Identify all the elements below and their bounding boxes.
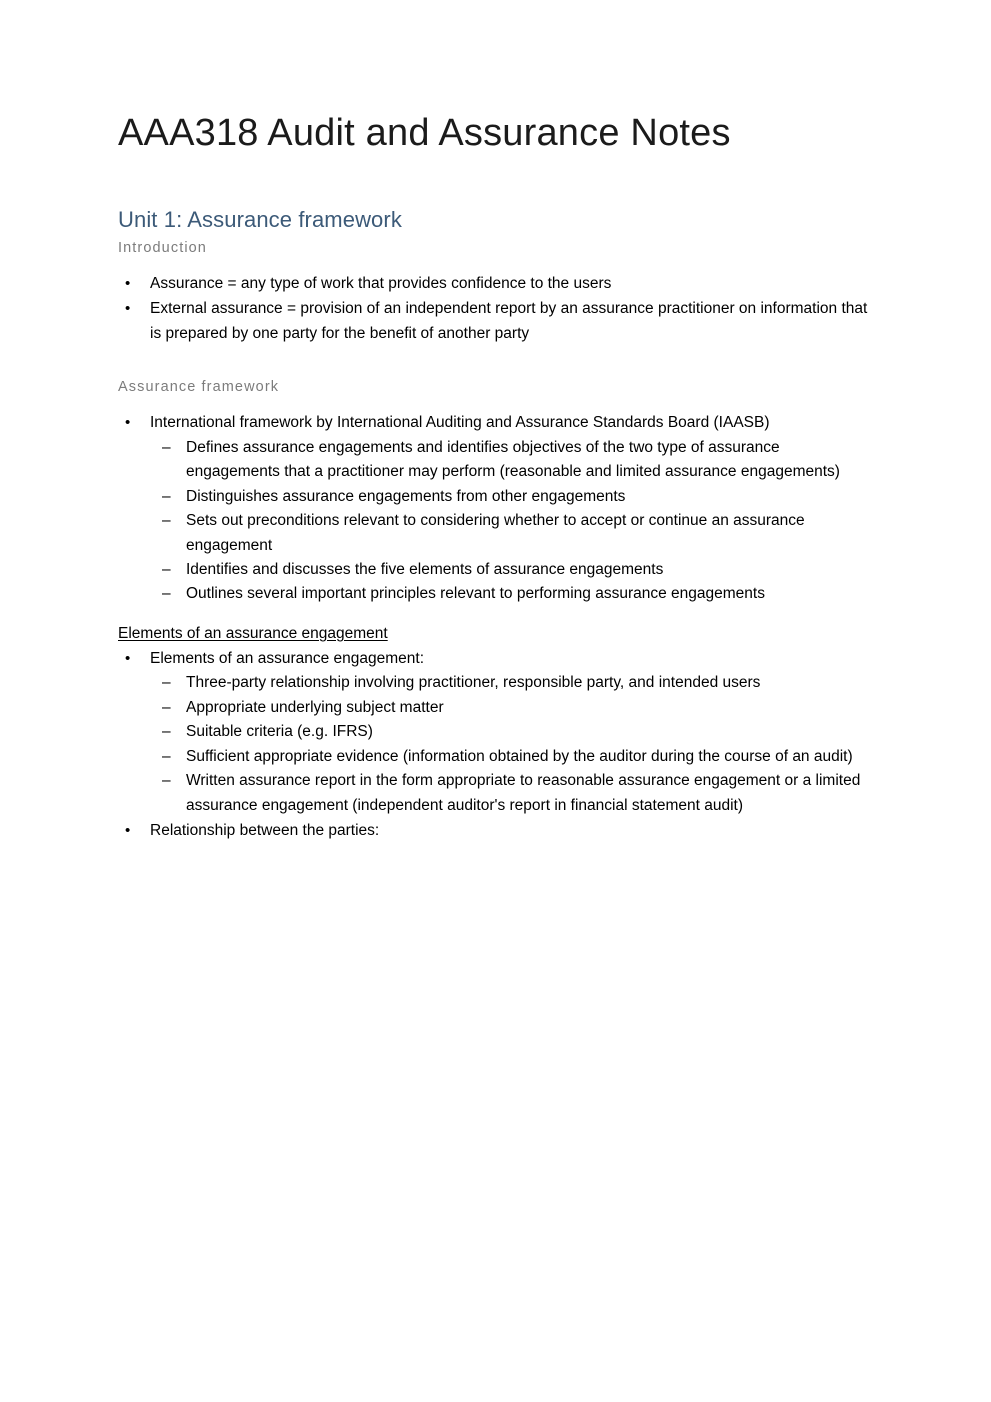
bullet-marker-icon: • (125, 822, 131, 840)
dash-marker-icon: – (162, 747, 171, 765)
list-item-text: Assurance = any type of work that provides confidence to the users (150, 274, 612, 292)
document-content (118, 112, 874, 845)
list-item (158, 582, 874, 606)
section-heading-elements: Elements of an assurance engagement (118, 624, 388, 642)
list-item-text: Defines assurance engagements and identifies objectives of the two type of assurance engagements that a practitioner may perform (reasonable and limited assurance engagements) (186, 438, 840, 481)
list-item (118, 819, 874, 843)
assurance-framework-sub-list (158, 436, 874, 607)
unit-heading: Unit 1: Assurance framework (118, 206, 402, 232)
list-item-text: Elements of an assurance engagement: (150, 649, 425, 667)
section-heading-assurance-framework: Assurance framework (118, 379, 280, 396)
dash-marker-icon: – (162, 772, 171, 790)
page-title: AAA318 Audit and Assurance Notes (118, 112, 731, 154)
list-item-text: Sets out preconditions relevant to considering whether to accept or continue an assurance engagement (186, 512, 805, 554)
elements-sub-list (158, 671, 874, 818)
list-item (158, 436, 874, 485)
bullet-marker-icon: • (125, 300, 131, 318)
dash-marker-icon: – (162, 723, 171, 741)
list-item (158, 720, 874, 744)
introduction-bullet-list (118, 272, 874, 346)
list-item (158, 671, 874, 695)
bullet-marker-icon: • (125, 649, 131, 667)
list-item (118, 297, 874, 346)
list-item-text: Appropriate underlying subject matter (186, 698, 444, 716)
list-item-text: Three-party relationship involving practitioner, responsible party, and intended users (186, 674, 761, 692)
dash-marker-icon: – (162, 698, 171, 716)
section-spacer (118, 608, 874, 624)
dash-marker-icon: – (162, 674, 171, 692)
list-item-text: Outlines several important principles relevant to performing assurance engagements (186, 585, 765, 603)
bullet-marker-icon: • (125, 274, 131, 292)
elements-bullet-list (118, 647, 874, 844)
list-item-text: Relationship between the parties: (150, 822, 380, 840)
bullet-marker-icon: • (125, 414, 131, 432)
dash-marker-icon: – (162, 438, 171, 456)
section-heading-introduction: Introduction (118, 239, 207, 256)
dash-marker-icon: – (162, 560, 171, 578)
list-item-text: Identifies and discusses the five elements of assurance engagements (186, 560, 664, 578)
list-item (158, 558, 874, 582)
list-item (158, 509, 874, 558)
list-item-text: Distinguishes assurance engagements from other engagements (186, 487, 626, 505)
list-item-text: Written assurance report in the form appropriate to reasonable assurance engagement or a limited assurance engagement (independent auditor's report in financial statement audit) (186, 772, 861, 814)
nested-list-wrapper (158, 436, 874, 607)
list-item (118, 272, 874, 296)
list-item (158, 745, 874, 769)
list-item (158, 485, 874, 509)
list-item-text: External assurance = provision of an independent report by an assurance practitioner on information that is prepared by one party for the benefit of another party (150, 300, 868, 342)
assurance-framework-bullet-list (118, 411, 874, 607)
list-item (118, 411, 874, 607)
list-item-text: Sufficient appropriate evidence (information obtained by the auditor during the course of an audit) (186, 747, 853, 765)
dash-marker-icon: – (162, 585, 171, 603)
dash-marker-icon: – (162, 512, 171, 530)
list-item-text: International framework by International Auditing and Assurance Standards Board (IAASB) (150, 414, 770, 432)
list-item (118, 647, 874, 818)
dash-marker-icon: – (162, 487, 171, 505)
list-item (158, 696, 874, 720)
list-item-text: Suitable criteria (e.g. IFRS) (186, 723, 373, 741)
list-item (158, 769, 874, 818)
nested-list-wrapper (158, 671, 874, 818)
